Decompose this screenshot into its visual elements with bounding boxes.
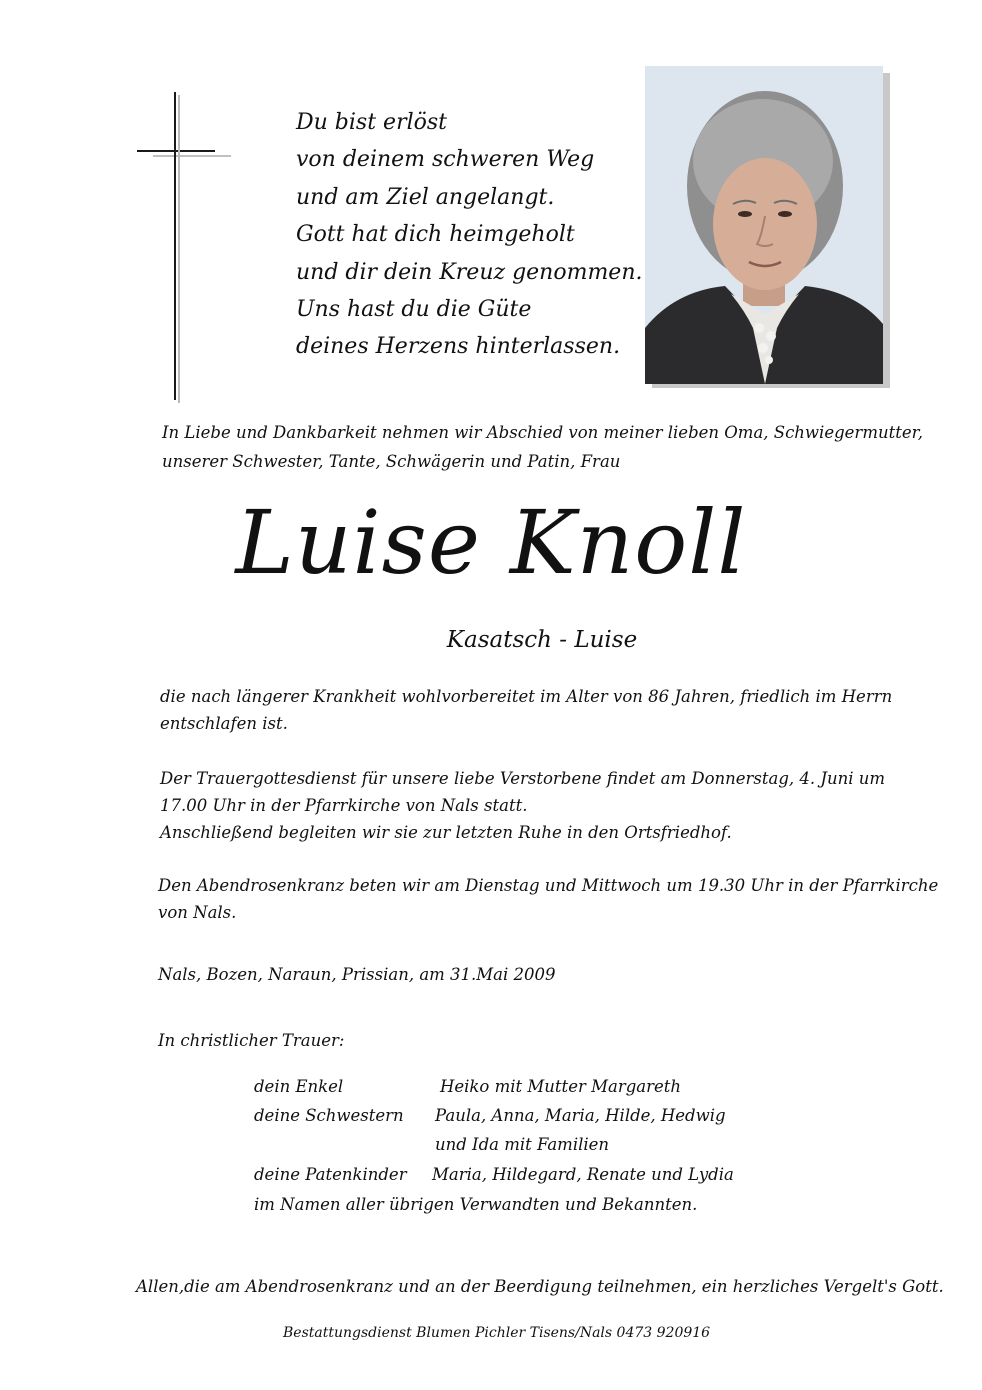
deceased-name: Luise Knoll	[235, 491, 747, 594]
service-line: Der Trauergottesdienst für unsere liebe Verstorbene findet am Donnerstag, 4. Juni um	[160, 769, 886, 788]
mourner-names: Heiko mit Mutter Margareth	[440, 1077, 682, 1096]
service-line: 17.00 Uhr in der Pfarrkirche von Nals statt.	[160, 796, 528, 815]
mourners-closing: im Namen aller übrigen Verwandten und Bekannten.	[254, 1195, 698, 1214]
poem-line: und am Ziel angelangt.	[296, 184, 555, 210]
poem-line: deines Herzens hinterlassen.	[296, 334, 621, 360]
portrait-illustration	[645, 66, 883, 384]
funeral-service-footer: Bestattungsdienst Blumen Pichler Tisens/Nals 0473 920916	[283, 1325, 711, 1341]
service-line: Anschließend begleiten wir sie zur letzten Ruhe in den Ortsfriedhof.	[160, 823, 732, 842]
rosary-info	[158, 872, 938, 926]
intro-line: In Liebe und Dankbarkeit nehmen wir Abschied von meiner lieben Oma, Schwiegermutter,	[162, 423, 923, 442]
rosary-line: Den Abendrosenkranz beten wir am Dienstag und Mittwoch um 19.30 Uhr in der Pfarrkirche	[158, 876, 939, 895]
poem-line: von deinem schweren Weg	[296, 147, 595, 173]
mourner-relation: dein Enkel	[254, 1077, 344, 1096]
cross-horizontal-bar	[137, 150, 215, 152]
death-notice-line: entschlafen ist.	[160, 714, 288, 733]
portrait-photo	[645, 66, 883, 384]
poem-line: Du bist erlöst	[296, 110, 447, 135]
place-date: Nals, Bozen, Naraun, Prissian, am 31.Mai 2009	[158, 965, 556, 984]
rosary-line: von Nals.	[158, 903, 237, 922]
intro-text	[162, 418, 923, 476]
poem-line: Gott hat dich heimgeholt	[296, 222, 575, 248]
mourner-relation: deine Schwestern	[254, 1106, 404, 1125]
poem-line: Uns hast du die Güte	[296, 297, 532, 323]
mourner-names: Maria, Hildegard, Renate und Lydia	[432, 1165, 734, 1184]
death-notice-line: die nach längerer Krankheit wohlvorbereitet im Alter von 86 Jahren, friedlich im Herrn	[160, 687, 893, 706]
intro-line: unserer Schwester, Tante, Schwägerin und Patin, Frau	[162, 452, 621, 471]
mourner-names: Paula, Anna, Maria, Hilde, Hedwig	[435, 1106, 726, 1125]
mourning-label: In christlicher Trauer:	[158, 1031, 345, 1050]
death-notice	[160, 683, 892, 737]
funeral-service-info	[160, 765, 885, 846]
mourner-relation: deine Patenkinder	[254, 1165, 407, 1184]
mourner-names: und Ida mit Familien	[435, 1135, 610, 1154]
poem-line: und dir dein Kreuz genommen.	[296, 259, 643, 285]
poem	[296, 104, 643, 366]
thanks-text: Allen,die am Abendrosenkranz und an der Beerdigung teilnehmen, ein herzliches Vergelt's Gott.	[136, 1277, 944, 1296]
cross-vertical-bar	[174, 92, 176, 400]
deceased-nickname: Kasatsch - Luise	[446, 627, 638, 653]
